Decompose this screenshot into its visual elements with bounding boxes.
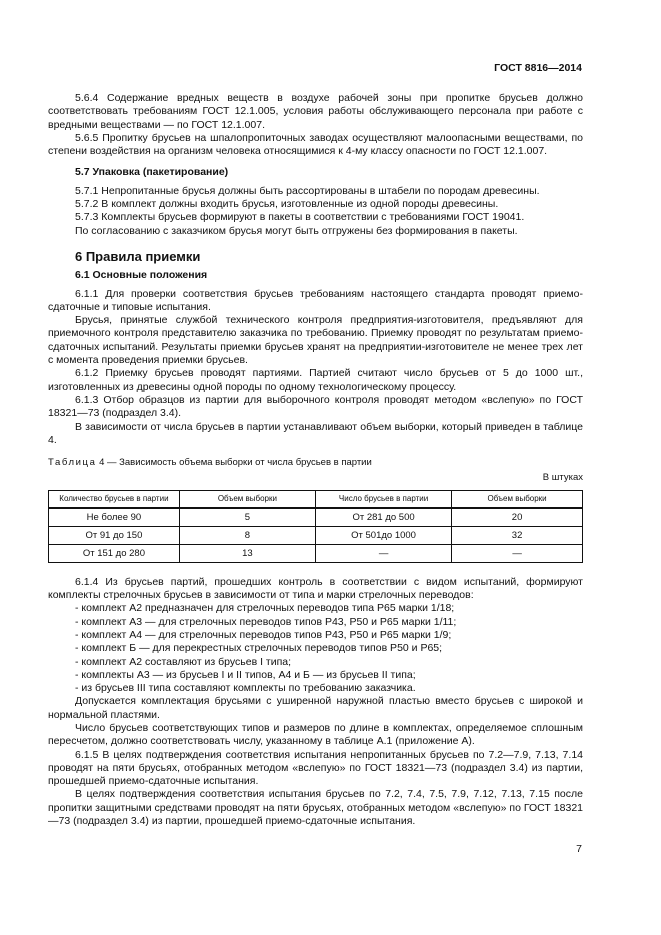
paragraph-6-1-4: 6.1.4 Из брусьев партий, прошедших контроль в соответствии с видом испытаний, формируют комплекты стрелочных брусьев в зависимости от типа и марки стрелочных переводов: xyxy=(48,575,583,602)
page-number: 7 xyxy=(576,843,582,855)
table-cell: Не более 90 xyxy=(49,508,180,526)
table-cell: От 501до 1000 xyxy=(315,526,451,544)
table-cell: — xyxy=(315,544,451,562)
page-content xyxy=(48,92,583,828)
table-cell: От 281 до 500 xyxy=(315,508,451,526)
paragraph-5-7-1: 5.7.1 Непропитанные брусья должны быть рассортированы в штабели по породам древесины. xyxy=(75,184,540,197)
list-item: - комплекты А3 — из брусьев I и II типов, А4 и Б — из брусьев II типа; xyxy=(75,668,416,681)
table-4-units: В штуках xyxy=(542,472,583,484)
list-item: - комплект Б — для перекрестных стрелочных переводов типов Р50 и Р65; xyxy=(75,642,443,655)
paragraph-5-6-5: 5.6.5 Пропитку брусьев на шпалопропиточных заводах осуществляют малоопасными веществами, по степени воздействия на организм человека относящимися к 4-му классу опасности по ГОСТ 12.1.007. xyxy=(48,131,583,158)
table-row xyxy=(49,508,583,526)
heading-5-7: 5.7 Упаковка (пакетирование) xyxy=(75,166,229,179)
table-4-caption-word: Таблица xyxy=(48,457,97,469)
table-header-cell: Объем выборки xyxy=(452,490,583,508)
paragraph-5-7-3: 5.7.3 Комплекты брусьев формируют в пакеты в соответствии с требованиями ГОСТ 19041. xyxy=(75,211,525,224)
paragraph-6-1-1: 6.1.1 Для проверки соответствия брусьев требованиям настоящего стандарта проводят приемо-сдаточные и типовые испытания. xyxy=(48,287,583,313)
table-header-cell: Объем выборки xyxy=(179,490,315,508)
table-header-cell: Число брусьев в партии xyxy=(315,490,451,508)
table-cell: 5 xyxy=(179,508,315,526)
paragraph-6-1-4-a: Допускается комплектация брусьями с уширенной наружной пластью вместо брусьев с широкой и нормальной пластями. xyxy=(48,695,583,721)
paragraph-6-1-3: 6.1.3 Отбор образцов из партии для выборочного контроля проводят методом «вслепую» по ГОСТ 18321—73 (подраздел 3.4). xyxy=(48,393,583,420)
list-item: - комплект А3 — для стрелочных переводов типов Р43, Р50 и Р65 марки 1/11; xyxy=(75,615,457,628)
paragraph-6-1-3-b: В зависимости от числа брусьев в партии устанавливают объем выборки, который приведен в таблице 4. xyxy=(48,420,583,446)
table-cell: От 91 до 150 xyxy=(49,526,180,544)
paragraph-6-1-1-b: Брусья, принятые службой технического контроля предприятия-изготовителя, предъявляют для приемочного контроля представителю заказчика по требованию. Приемку проводят по результатам приемо-сдаточных испытаний. Результаты приемки брусьев хранят на предприятии-изготовителе не менее трех лет с момента проведения приемки брусьев. xyxy=(48,314,583,367)
table-4 xyxy=(48,490,583,563)
table-cell: — xyxy=(452,544,583,562)
paragraph-5-7-note: По согласованию с заказчиком брусья могут быть отгружены без формирования в пакеты. xyxy=(75,224,518,237)
table-cell: 32 xyxy=(452,526,583,544)
list-item: - комплект А2 составляют из брусьев I типа; xyxy=(75,655,292,668)
paragraph-6-1-2: 6.1.2 Приемку брусьев проводят партиями. Партией считают число брусьев от 5 до 1000 шт., изготовленных из древесины одной породы по одному технологическому процессу. xyxy=(48,367,583,393)
table-cell: 20 xyxy=(452,508,583,526)
table-cell: От 151 до 280 xyxy=(49,544,180,562)
table-4-caption xyxy=(48,456,583,469)
heading-6: 6 Правила приемки xyxy=(75,248,201,264)
table-cell: 8 xyxy=(179,526,315,544)
table-header-row xyxy=(49,490,583,508)
table-4-caption-text: 4 — Зависимость объема выборки от числа брусьев в партии xyxy=(96,457,372,469)
paragraph-5-7-2: 5.7.2 В комплект должны входить брусья, изготовленные из одной породы древесины. xyxy=(75,198,499,211)
table-row xyxy=(49,526,583,544)
paragraph-5-6-4: 5.6.4 Содержание вредных веществ в воздухе рабочей зоны при пропитке брусьев должно соответствовать требованиям ГОСТ 12.1.005, условия работы обслуживающего персонала при работе с вредными веществами — по ГОСТ 12.1.007. xyxy=(48,92,583,131)
table-cell: 13 xyxy=(179,544,315,562)
table-row xyxy=(49,544,583,562)
paragraph-6-1-5-b: В целях подтверждения соответствия испытания брусьев по 7.2, 7.4, 7.5, 7.9, 7.12, 7.13, 7.15 после пропитки защитными средствами проводят на пяти брусьях, отобранных методом «вслепую» по ГОСТ 18321—73 (подраздел 3.4) из партии, прошедшей приемо-сдаточные испытания. xyxy=(48,788,583,828)
list-item: - комплект А2 предназначен для стрелочных переводов типа Р65 марки 1/18; xyxy=(75,602,455,615)
table-header-cell: Количество брусьев в партии xyxy=(49,490,180,508)
list-item: - из брусьев III типа составляют комплекты по требованию заказчика. xyxy=(75,682,416,695)
paragraph-6-1-5: 6.1.5 В целях подтверждения соответствия испытания непропитанных брусьев по 7.2—7.9, 7.13, 7.14 проводят на пяти брусьях, отобранных методом «вслепую» по ГОСТ 18321—73 (подраздел 3.4) из партии, прошедшей приемо-сдаточные испытания. xyxy=(48,748,583,788)
doc-code-header: ГОСТ 8816—2014 xyxy=(494,62,582,74)
heading-6-1: 6.1 Основные положения xyxy=(75,269,208,282)
list-item: - комплект А4 — для стрелочных переводов типов Р43, Р50 и Р65 марки 1/9; xyxy=(75,628,452,641)
paragraph-6-1-4-b: Число брусьев соответствующих типов и размеров по длине в комплектах, определяемое сплошным пересчетом, должно соответствовать числу, указанному в таблице А.1 (приложение А). xyxy=(48,721,583,748)
